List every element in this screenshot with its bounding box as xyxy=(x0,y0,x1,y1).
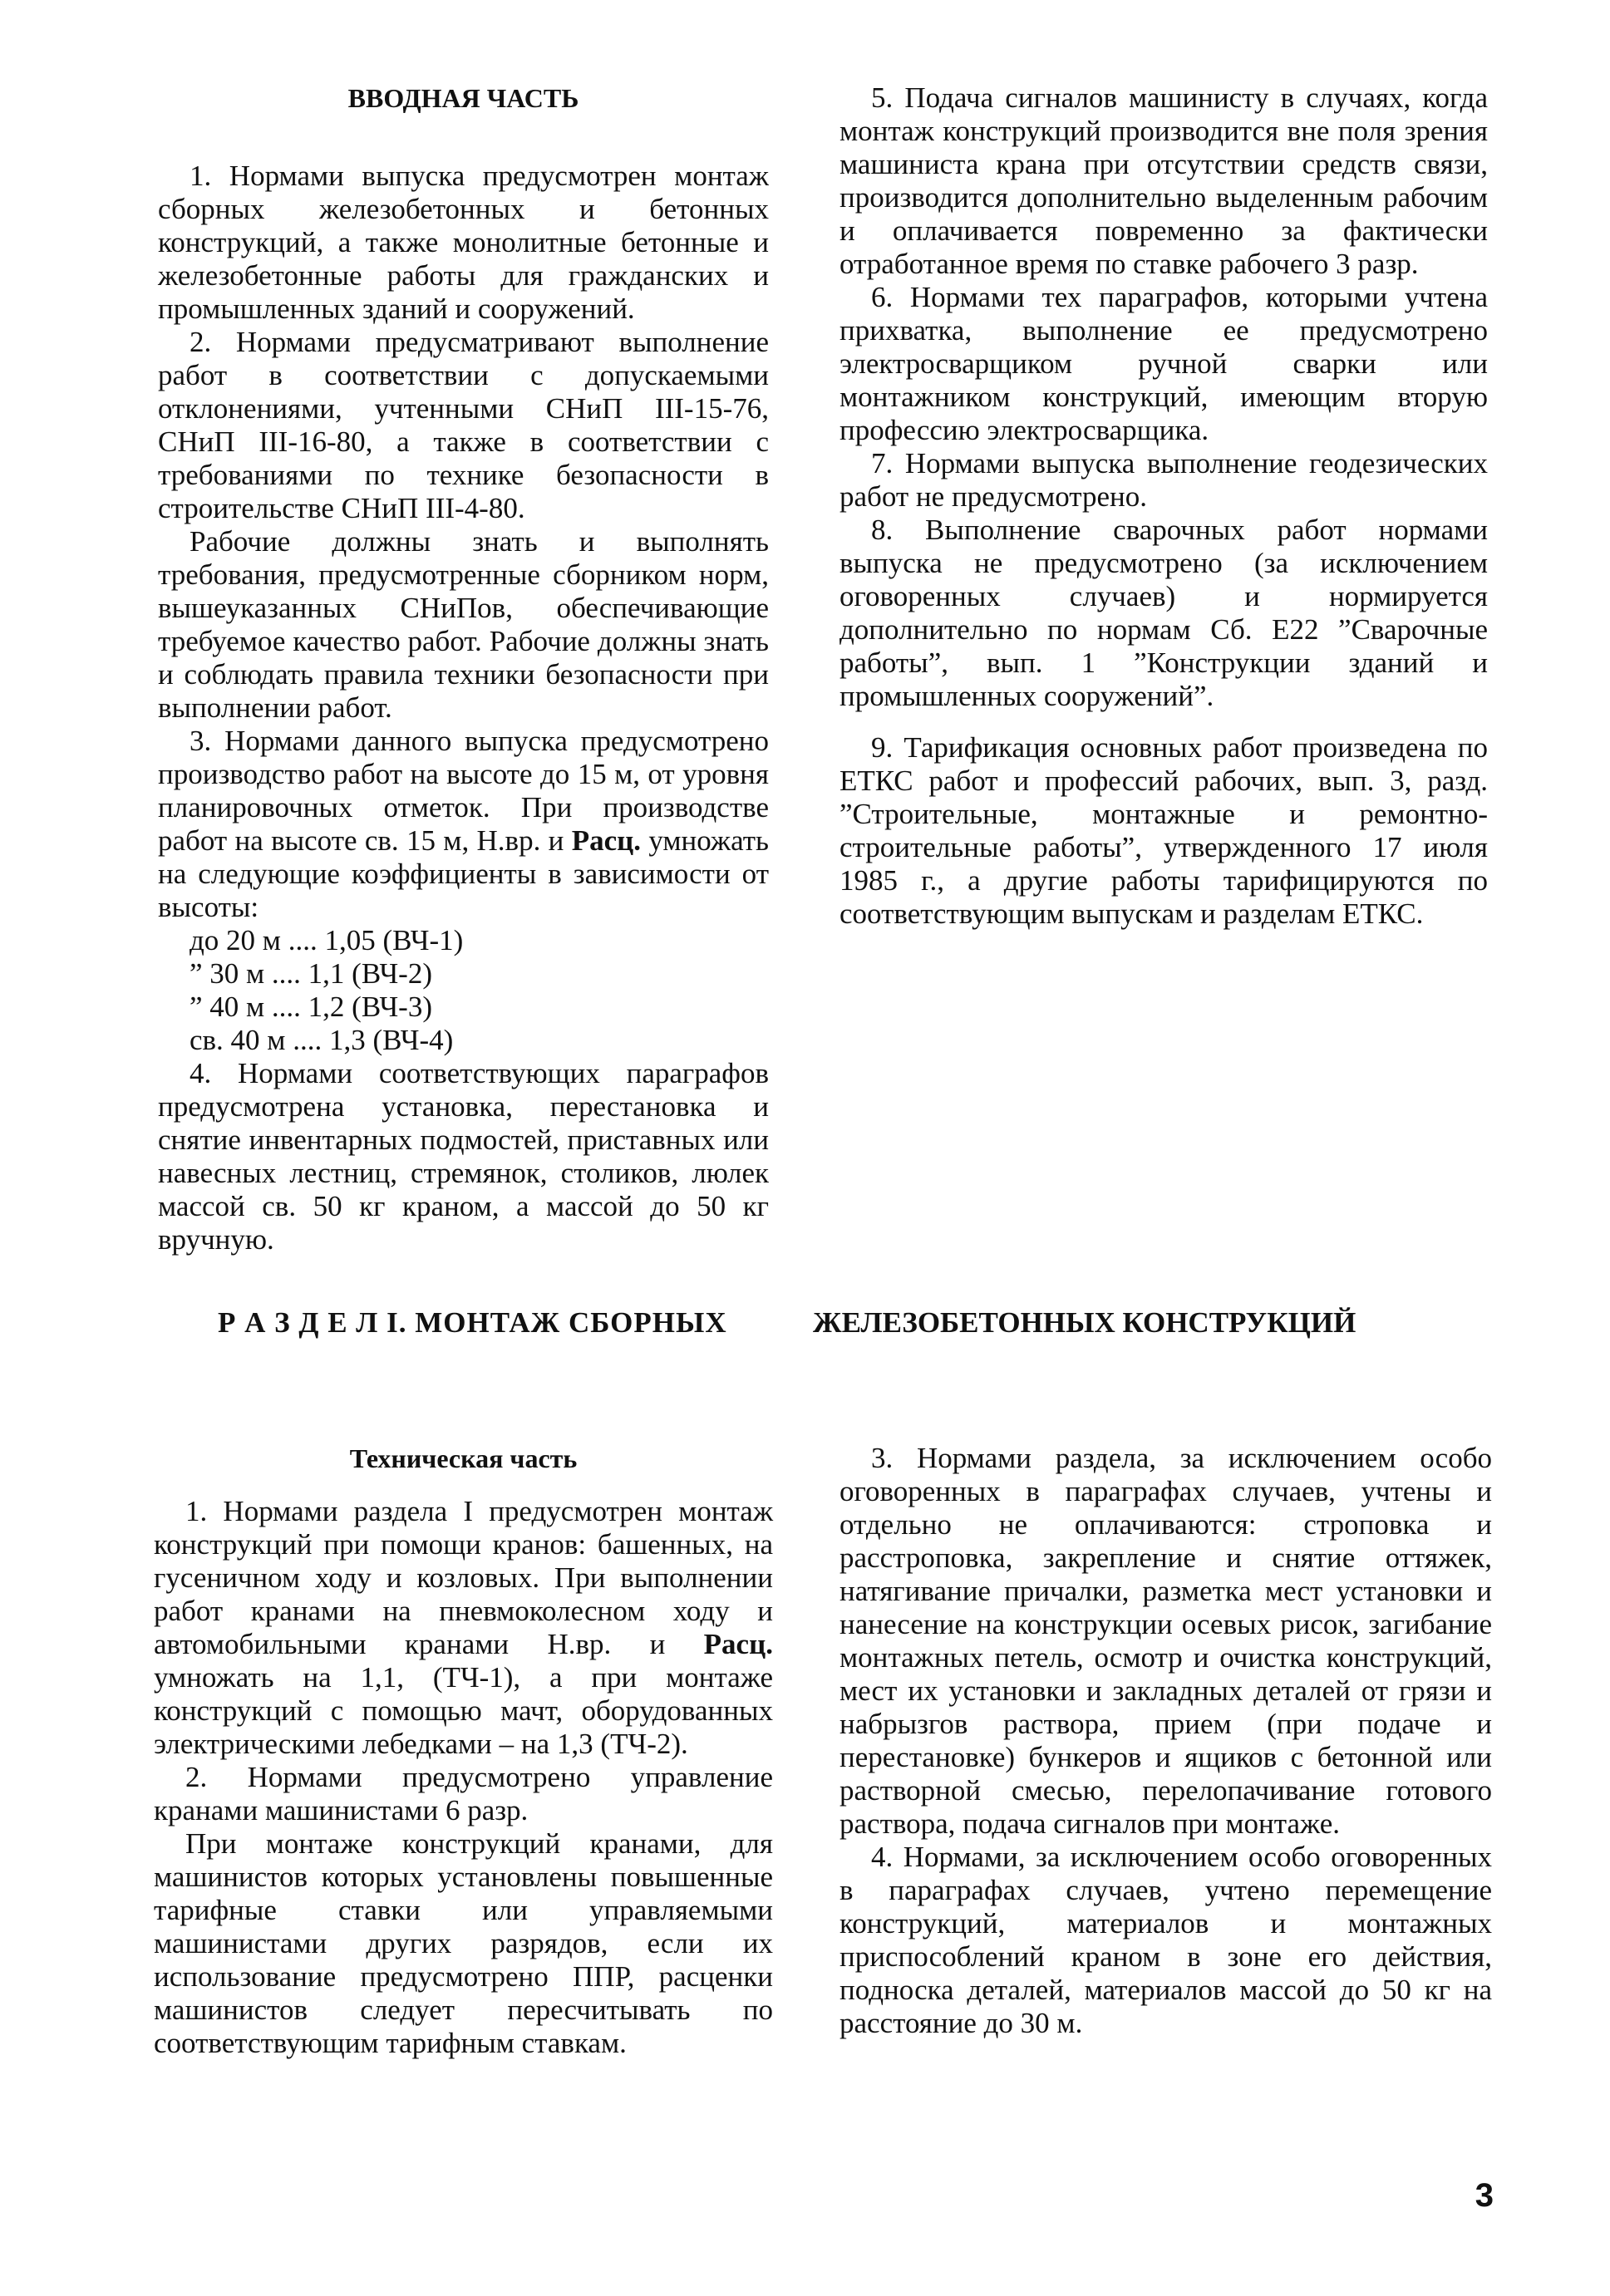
intro-paragraph-2: 2. Нормами предусматривают выполнение работ в соответствии с допускаемыми отклонениями, учтенными СНиП III-15-76, СНиП III-16-80, а также в соответствии с требованиями по технике безопасности в строительстве СНиП III-4-80. xyxy=(158,326,769,524)
technical-paragraph-3: 3. Нормами раздела, за исключением особо оговоренных в параграфах случаев, учтены и отдельно не оплачиваются: строповка и расстроповка, закрепление и снятие оттяжек, натягивание причалки, разметка мест установки и нанесение на конструкции осевых рисок, загибание монтажных петель, осмотр и очистка конструкций, мест их установки и закладных деталей от грязи и набрызгов раствора, прием (при подаче и перестановке) бункеров и ящиков с бетонной или растворной смесью, перелопачивание готового раствора, подача сигналов при монтаже. xyxy=(839,1442,1492,1840)
section-title-right: ЖЕЛЕЗОБЕТОННЫХ КОНСТРУКЦИЙ xyxy=(813,1306,1356,1339)
technical-right-column xyxy=(839,1442,1492,2040)
technical-heading: Техническая часть xyxy=(349,1443,578,1473)
intro-left-column xyxy=(158,81,769,1256)
coefficient-line-3: ” 40 м .... 1,2 (ВЧ-3) xyxy=(190,991,432,1023)
intro-paragraph-3-text-b: умножать на следующие коэффициенты в зависимости от высоты: xyxy=(158,824,769,923)
technical-paragraph-1 xyxy=(154,1495,773,1761)
technical-paragraph-2b: При монтаже конструкций кранами, для машинистов которых установлены повышенные тарифные ставки или управляемыми машинистами других разрядов, если их использование предусмотрено ППР, расценки машинистов следует пересчитывать по соответствующим тарифным ставкам. xyxy=(154,1827,773,2059)
technical-paragraph-4: 4. Нормами, за исключением особо оговоренных в параграфах случаев, учтено перемещение конструкций, материалов и монтажных приспособлений краном в зоне его действия, подноска деталей, материалов массой до 50 кг на расстояние до 30 м. xyxy=(839,1841,1492,2039)
intro-paragraph-4: 4. Нормами соответствующих параграфов предусмотрена установка, перестановка и снятие инвентарных подмостей, приставных или навесных лестниц, стремянок, столиков, люлек массой св. 50 кг краном, а массой до 50 кг вручную. xyxy=(158,1057,769,1256)
intro-paragraph-6: 6. Нормами тех параграфов, которыми учтена прихватка, выполнение ее предусмотрено электросварщиком ручной сварки или монтажником конструкций, имеющим вторую профессию электросварщика. xyxy=(839,281,1488,446)
intro-right-column xyxy=(839,81,1488,931)
intro-paragraph-9: 9. Тарификация основных работ произведена по ЕТКС работ и профессий рабочих, вып. 3, разд. ”Строительные, монтажные и ремонтно-строительные работы”, утвержденного 17 июля 1985 г., а другие работы тарифицируются по соответствующим выпускам и разделам ЕТКС. xyxy=(839,731,1488,930)
intro-paragraph-3-text-a: 3. Нормами данного выпуска предусмотрено производство работ на высоте до 15 м, от уровня планировочных отметок. При производстве работ на высоте св. 15 м, Н.вр. и xyxy=(158,725,769,857)
intro-paragraph-7: 7. Нормами выпуска выполнение геодезических работ не предусмотрено. xyxy=(839,447,1488,513)
intro-paragraph-2b: Рабочие должны знать и выполнять требования, предусмотренные сборником норм, вышеуказанных СНиПов, обеспечивающие требуемое качество работ. Рабочие должны знать и соблюдать правила техники безопасности при выполнении работ. xyxy=(158,525,769,724)
intro-paragraph-1: 1. Нормами выпуска предусмотрен монтаж сборных железобетонных и бетонных конструкций, а также монолитные бетонные и железобетонные работы для гражданских и промышленных зданий и сооружений. xyxy=(158,160,769,325)
section-title-left: Р А З Д Е Л I. МОНТАЖ СБОРНЫХ xyxy=(218,1306,727,1339)
intro-paragraph-3 xyxy=(158,725,769,924)
technical-paragraph-1-text-b: умножать на 1,1, (ТЧ-1), а при монтаже конструкций с помощью мачт, оборудованных электрическими лебедками – на 1,3 (ТЧ-2). xyxy=(154,1661,773,1760)
technical-paragraph-1-text-a: 1. Нормами раздела I предусмотрен монтаж конструкций при помощи кранов: башенных, на гусеничном ходу и козловых. При выполнении работ кранами на пневмоколесном ходу и автомобильными кранами Н.вр. и xyxy=(154,1495,773,1660)
intro-paragraph-3-bold: Расц. xyxy=(571,824,642,857)
paragraph-gap xyxy=(839,713,1488,731)
page-number: 3 xyxy=(1475,2177,1494,2214)
coefficient-line-1: до 20 м .... 1,05 (ВЧ-1) xyxy=(190,924,464,956)
intro-paragraph-5: 5. Подача сигналов машинисту в случаях, когда монтаж конструкций производится вне поля зрения машиниста крана при отсутствии средств связи, производится дополнительно выделенным рабочим и оплачивается повременно за фактически отработанное время по ставке рабочего 3 разр. xyxy=(839,81,1488,280)
coefficient-line-4: св. 40 м .... 1,3 (ВЧ-4) xyxy=(190,1024,454,1056)
technical-paragraph-1-bold: Расц. xyxy=(703,1628,773,1660)
intro-paragraph-8: 8. Выполнение сварочных работ нормами выпуска не предусмотрено (за исключением оговоренных случаев) и нормируется дополнительно по нормам Сб. Е22 ”Сварочные работы”, вып. 1 ”Конструкции зданий и промышленных сооружений”. xyxy=(839,514,1488,712)
technical-paragraph-2: 2. Нормами предусмотрено управление кранами машинистами 6 разр. xyxy=(154,1761,773,1826)
intro-heading: ВВОДНАЯ ЧАСТЬ xyxy=(347,83,579,113)
technical-left-column xyxy=(154,1442,773,2060)
coefficient-line-2: ” 30 м .... 1,1 (ВЧ-2) xyxy=(190,957,432,990)
